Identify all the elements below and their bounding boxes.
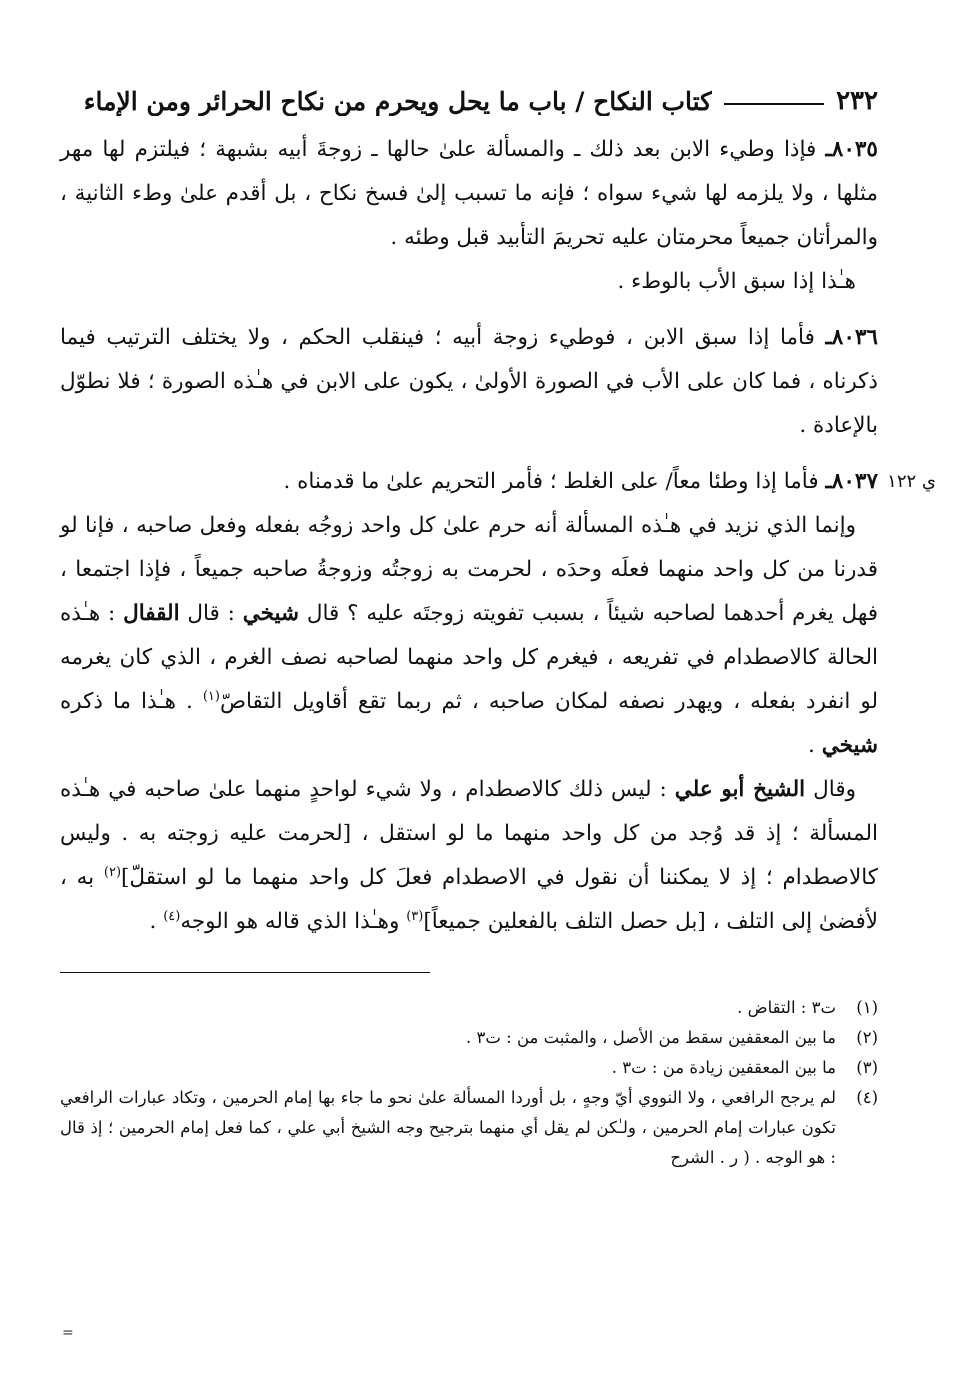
text-run: وإنما الذي نزيد في هـٰذه المسألة أنه حرم علىٰ كل واحد زوجُه بفعله وفعل صاحبه ، فإنا لو قدرنا من كل واحد منهما فعلَه وحدَه ، لحرمت به زوجتُه وزوجةُ صاحبه جميعاً ، فإذا اجتمعا ، فهل يغرم أحدهما لصاحبه شيئاً ، بسبب تفويته زوجتَه عليه ؟ قال <box>60 513 879 626</box>
header-rule <box>724 103 824 105</box>
scholar-name: الشيخ أبو علي <box>674 777 806 802</box>
paragraph-text: فأما إذا سبق الابن ، فوطيء زوجة أبيه ؛ فينقلب الحكم ، ولا يختلف الترتيب فيما ذكرناه ، فما كان على الأب في الصورة الأولىٰ ، يكون على الابن في هـٰذه الصورة ؛ فلا نطوّل بالإعادة . <box>60 325 878 438</box>
text-run: وقال <box>805 777 856 802</box>
footnote-ref[interactable]: (٣) <box>406 908 424 924</box>
footnote-separator <box>60 972 430 973</box>
text-run: . هـٰذا ما ذكره <box>60 689 203 714</box>
paragraph-number: ٨٠٣٥ـ <box>825 137 878 162</box>
paragraph-abu-ali <box>60 768 878 944</box>
paragraph-explanation <box>60 504 878 768</box>
text-run: به ، لأفضىٰ إلى التلف ، [بل حصل التلف بالفعلين جميعاً] <box>60 865 878 934</box>
paragraph-text: فإذا وطيء الابن بعد ذلك ـ والمسألة علىٰ حالها ـ زوجةَ أبيه بشبهة ؛ فيلتزم لها مهر مثلها ، ولا يلزمه لها شيء سواه ؛ فإنه ما تسبب إلىٰ فسخ نكاح ، بل أقدم علىٰ وطء الثانية ، والمرأتان جميعاً محرمتان عليه تحريمَ التأبيد قبل وطئه . <box>60 137 878 250</box>
running-title: كتاب النكاح / باب ما يحل ويحرم من نكاح الحرائر ومن الإماء <box>83 86 713 116</box>
scholar-name: القفال <box>123 601 180 626</box>
footnote-number: (٤) <box>856 1088 878 1107</box>
footnote-2 <box>60 1023 878 1053</box>
footnote-number: (٢) <box>856 1028 878 1047</box>
paragraph-number: ٨٠٣٧ـ <box>825 469 878 494</box>
footnote-ref[interactable]: (٢) <box>103 864 122 880</box>
footnote-number: (١) <box>856 998 878 1017</box>
paragraph-8036 <box>60 316 878 448</box>
page-number: ٢٣٢ <box>836 86 878 116</box>
footnote-text: ما بين المعقفين زيادة من : ت٣ . <box>611 1058 836 1077</box>
footnote-text: ت٣ : التقاض . <box>737 998 836 1017</box>
scholar-name: شيخي <box>242 601 300 626</box>
paragraph-text: فأما إذا وطئا معاً/ على الغلط ؛ فأمر التحريم علىٰ ما قدمناه . <box>283 469 819 494</box>
paragraph-8035-tail: هـٰذا إذا سبق الأب بالوطء . <box>617 269 856 294</box>
paragraph-number: ٨٠٣٦ـ <box>825 325 878 350</box>
paragraph-8037 <box>60 460 936 504</box>
footnote-4 <box>60 1083 878 1173</box>
book-page <box>60 78 936 1173</box>
footnote-3 <box>60 1053 878 1083</box>
text-run: وهـٰذا الذي قاله هو الوجه <box>180 909 407 934</box>
text-run: : قال <box>179 601 243 626</box>
footnote-1 <box>60 993 878 1023</box>
footnotes <box>60 993 878 1173</box>
text-run: . <box>149 909 164 934</box>
margin-reference: ي ١٢٢ <box>887 471 936 492</box>
text-run: : ليس ذلك كالاصطدام ، ولا شيء لواحدٍ منهما علىٰ صاحبه في هـٰذه المسألة ؛ إذ قد وُجد من كل واحد منهما ما لو استقل ، [لحرمت عليه زوجته به . وليس كالاصطدام ؛ إذ لا يمكننا أن نقول في الاصطدام فعلَ كل واحد منهما ما لو استقلّ] <box>60 777 878 890</box>
running-header <box>60 78 878 124</box>
footnote-text: ما بين المعقفين سقط من الأصل ، والمثبت من : ت٣ . <box>466 1028 836 1047</box>
footnote-ref[interactable]: (١) <box>202 688 220 704</box>
footnote-text: لم يرجح الرافعي ، ولا النووي أيّ وجهٍ ، بل أوردا المسألة علىٰ نحو ما جاء بها إمام الحرمين ، وتكاد عبارات الرافعي تكون عبارات إمام الحرمين ، ولـٰكن لم يقل أي منهما بترجيح وجه الشيخ أبي علي ، كما فعل إمام الحرمين ؛ إذ قال : هو الوجه . ( ر . الشرح <box>60 1088 836 1167</box>
paragraph-8035 <box>60 128 878 260</box>
text-run: . <box>808 733 822 758</box>
footnote-separator-wrap <box>60 972 878 973</box>
scholar-name: شيخي <box>821 733 878 758</box>
footnote-number: (٣) <box>856 1058 878 1077</box>
footnote-ref[interactable]: (٤) <box>163 908 181 924</box>
main-text <box>60 128 936 944</box>
continuation-mark: = <box>62 1325 74 1341</box>
text-run: : هـٰذه الحالة كالاصطدام في تفريعه ، فيغرم كل واحد منهما لصاحبه نصف الغرم ، الذي كان يغرمه لو انفرد بفعله ، ويهدر نصفه لمكان صاحبه ، ثم ربما تقع أقاويل التقاصّ <box>60 601 878 714</box>
